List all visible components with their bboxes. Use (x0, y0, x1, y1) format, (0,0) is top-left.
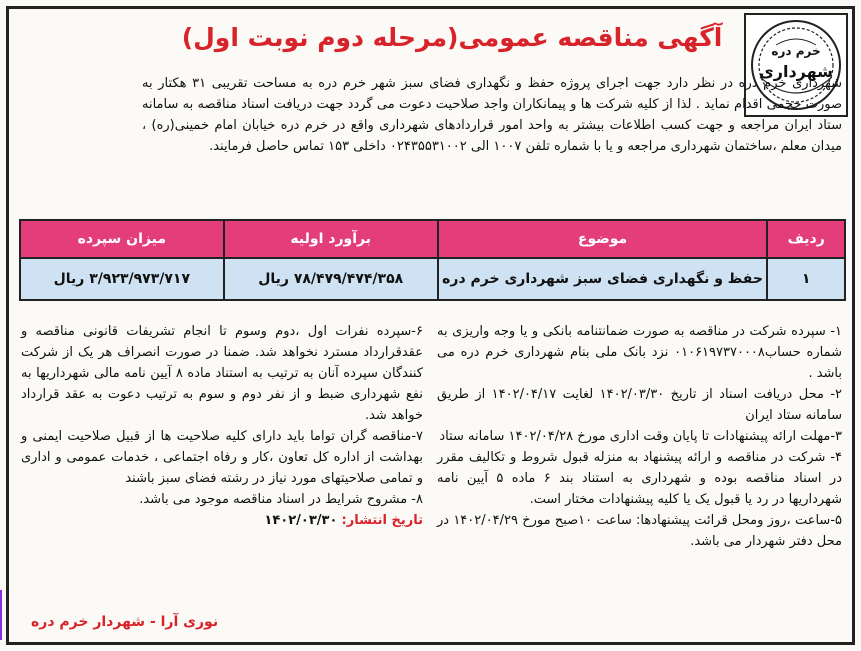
publication-label: تاریخ انتشار: (341, 513, 423, 528)
conditions-right-column (437, 321, 842, 552)
logo-text-top: خرم دره (771, 44, 821, 58)
table-header-row (20, 220, 845, 258)
condition-item: ۳-مهلت ارائه پیشنهادات تا پایان وقت اداری مورخ ۱۴۰۲/۰۴/۲۸ سامانه ستاد (439, 429, 842, 444)
condition-item: ۸- مشروح شرایط در اسناد مناقصه موجود می باشد. (139, 492, 423, 507)
publication-line (21, 510, 423, 531)
condition-item: ۵-ساعت ،روز ومحل قرائت پیشنهادها: ساعت ۱۰صبح مورخ ۱۴۰۲/۰۴/۲۹ در محل دفتر شهردار می باشد. (437, 513, 842, 549)
cell-radif: ۱ (767, 258, 845, 300)
table-row (20, 258, 845, 300)
header-subject: موضوع (438, 220, 768, 258)
condition-item: ۲- محل دریافت اسناد از تاریخ ۱۴۰۲/۰۳/۳۰ لغایت ۱۴۰۲/۰۴/۱۷ از طریق سامانه ستاد ایران (437, 387, 842, 423)
header-estimate: برآورد اولیه (224, 220, 438, 258)
intro-paragraph (142, 73, 842, 157)
publication-date: ۱۴۰۲/۰۳/۳۰ (264, 513, 338, 528)
header-radif: ردیف (767, 220, 845, 258)
condition-item: ۱- سپرده شرکت در مناقصه به صورت ضمانتنامه بانکی و یا وجه واریزی به شماره حساب۰۱۰۶۱۹۷۳۷۰۰۰۸ نزد بانک ملی بنام شهرداری خرم دره می باشد . (437, 324, 842, 381)
margin-mark (0, 590, 8, 640)
conditions-left-column (21, 321, 423, 531)
logo-text-main: شهرداری (759, 62, 833, 81)
mayor-signature: نوری آرا - شهردار خرم دره (31, 614, 219, 630)
notice-title: آگهی مناقصه عمومی(مرحله دوم نوبت اول) (181, 23, 723, 52)
cell-deposit: ۳/۹۲۳/۹۷۳/۷۱۷ ریال (20, 258, 224, 300)
condition-item: ۷-مناقصه گران تواما باید دارای کلیه صلاحیت ها از قبیل صلاحیت ایمنی و بهداشت از اداره کل تعاون ،کار و رفاه اجتماعی ، خدمات عمومی و اداری و تمامی صلاحیتهای مورد نیاز در رشته فضای سبز باشند (21, 429, 423, 486)
condition-item: ۴- شرکت در مناقصه و ارائه پیشنهاد به منزله قبول شروط و تکالیف مقرر در اسناد مناقصه بوده و شهرداری به استناد بند ۶ ماده ۵ آیین نامه شهرداریها در رد یا قبول یک یا کلیه پیشنهادات مختار است. (437, 450, 843, 507)
cell-estimate: ۷۸/۴۷۹/۴۷۴/۳۵۸ ریال (224, 258, 438, 300)
cell-subject: حفظ و نگهداری فضای سبز شهرداری خرم دره (438, 258, 768, 300)
intro-text: شهرداری خرم دره در نظر دارد جهت اجرای پروژه حفظ و نگهداری فضای سبز شهر خرم دره به مساحت تقریبی ۳۱ هکتار به صورت حجمی اقدام نماید . لذا از کلیه شرکت ها و پیمانکاران واجد صلاحیت دعوت می گردد جهت دریافت اسناد مناقصه به سامانه ستاد ایران مراجعه و جهت کسب اطلاعات بیشتر به واحد امور قراردادهای شهرداری واقع در خرم دره خیابان امام خمینی(ره) ، میدان معلم ،ساختمان شهرداری مراجعه و یا با شماره تلفن ۱۰۰۷ الی ۰۲۴۳۵۵۳۱۰۰۲ داخلی ۱۵۳ تماس حاصل فرمایند. (142, 76, 842, 154)
tender-table (19, 219, 846, 301)
notice-page (6, 6, 855, 645)
header-deposit: میزان سپرده (20, 220, 224, 258)
condition-item: ۶-سپرده نفرات اول ،دوم وسوم تا انجام تشریفات قانونی مناقصه و عقدقرارداد مسترد نخواهد شد. ضمنا در صورت انصراف هر یک از شرکت کنندگان سپرده آنان به ترتیب به استناد ماده ۸ آیین نامه مالی شهرداریها به نفع شهرداری ضبط و از نفر دوم و سوم به ترتیب دعوت به عقد قرارداد خواهد شد. (21, 324, 423, 423)
